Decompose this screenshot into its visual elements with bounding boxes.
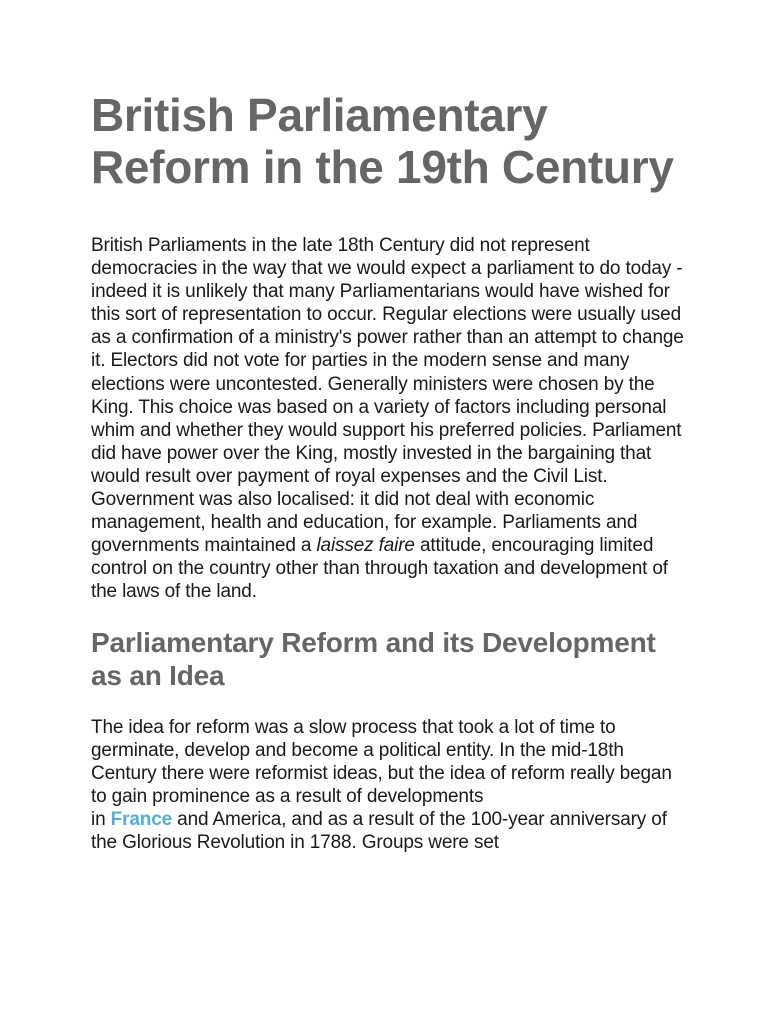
- section-text: The idea for reform was a slow process that took a lot of time to germinate, develop and become a political entity. In the mid-18th Century there were reformist ideas, but the idea of reform really began to gain prominence as a result of developments: [91, 716, 672, 807]
- section-paragraph: [91, 716, 691, 855]
- section-text-in: in: [91, 808, 111, 830]
- page-title: [91, 0, 691, 193]
- section-heading-line-2: as an Idea: [91, 659, 225, 691]
- page-title-line-1: British Parliamentary: [91, 89, 548, 141]
- page-title-line-2: Reform in the 19th Century: [91, 141, 674, 193]
- intro-text: British Parliaments in the late 18th Century did not represent democracies in the way that we would expect a parliament to do today - indeed it is unlikely that many Parliamentarians would have wished for this sort of representation to occur. Regular elections were usually used as a confirmation of a ministry's power rather than an attempt to change it. Electors did not vote for parties in the modern sense and many elections were uncontested. Generally ministers were chosen by the King. This choice was based on a variety of factors including personal whim and whether they would support his preferred policies. Parliament did have power over the King, mostly invested in the bargaining that would result over payment of royal expenses and the Civil List. Government was also localised: it did not deal with economic management, health and education, for example. Parliaments and governments maintained a: [91, 235, 684, 557]
- france-link[interactable]: France: [110, 808, 173, 830]
- section-text-end: and America, and as a result of the 100-year anniversary of the Glorious Revolution in 1788. Groups were set: [91, 808, 667, 853]
- intro-text-end: attitude, encouraging limited control on the country other than through taxation and development of the laws of the land.: [91, 535, 668, 603]
- article: [91, 0, 691, 854]
- section-heading: [91, 626, 691, 692]
- intro-italic-term: laissez faire: [316, 535, 415, 557]
- section-heading-line-1: Parliamentary Reform and its Development: [91, 626, 656, 658]
- intro-paragraph: [91, 234, 691, 604]
